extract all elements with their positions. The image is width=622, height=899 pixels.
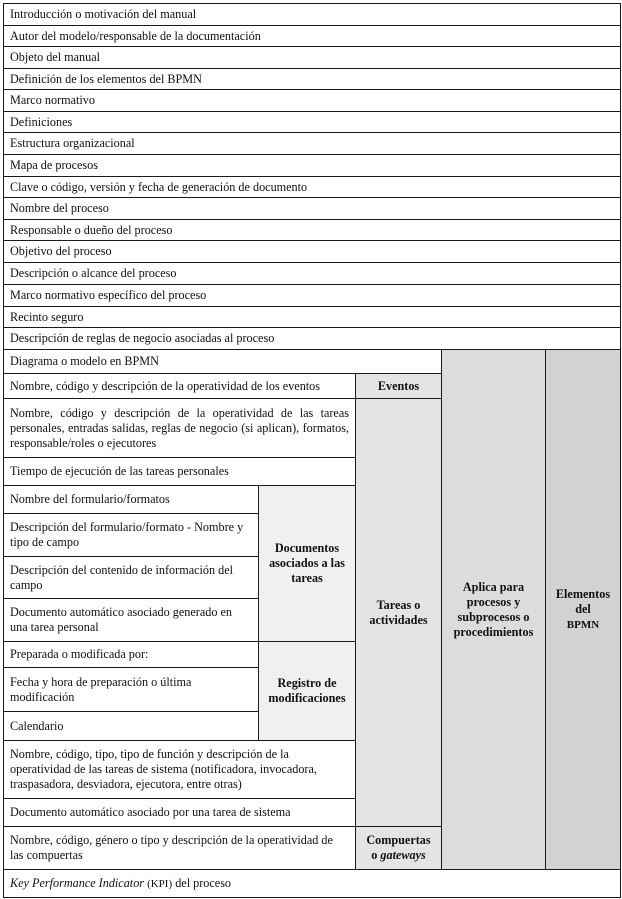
row-tareas-personales — [3, 398, 356, 458]
cell-text: Nombre, código, tipo, tipo de función y descripción de la operatividad de las tareas de sistema (notificadora, invocadora, traspasadora, desviadora, ejecutora, entre otras) — [10, 747, 317, 791]
table-row — [3, 197, 621, 220]
table-row — [3, 306, 621, 328]
group-label: Documentos asociados a las tareas — [269, 541, 345, 585]
row-desc-formulario — [3, 513, 259, 557]
gateways-label: gateways — [380, 848, 426, 862]
row-formulario — [3, 485, 259, 514]
cell-text: Documento automático asociado generado en una tarea personal — [10, 605, 232, 634]
table-row — [3, 68, 621, 90]
table-row — [3, 111, 621, 133]
table-row — [3, 176, 621, 198]
cell-text: Calendario — [10, 718, 64, 733]
cell-text: Tiempo de ejecución de las tareas personales — [10, 464, 229, 478]
table-row — [3, 132, 621, 155]
group-label: Aplica para procesos y subprocesos o procedimientos — [453, 579, 534, 639]
group-elementos — [545, 349, 621, 870]
group-label: Tareas o actividades — [369, 597, 428, 627]
table-row — [3, 284, 621, 307]
cell-text: Definiciones — [10, 114, 73, 129]
table-row — [3, 25, 621, 47]
cell-text: Diagrama o modelo en BPMN — [10, 354, 159, 368]
cell-text: Nombre del proceso — [10, 201, 109, 215]
cell-text: Objetivo del proceso — [10, 244, 112, 258]
cell-text: Mapa de procesos — [10, 158, 98, 172]
cell-text: Responsable o dueño del proceso — [10, 222, 173, 237]
kpi-abbr: (KPI) — [147, 877, 173, 890]
kpi-rest: del proceso — [175, 875, 232, 890]
cell-text: Introducción o motivación del manual — [10, 7, 197, 21]
compuertas-o: o — [371, 848, 378, 862]
table-row — [3, 240, 621, 263]
row-doc-automatico — [3, 598, 259, 642]
cell-text: Descripción del formulario/formato - Nombre y tipo de campo — [10, 520, 244, 549]
compuertas-label: Compuertas — [366, 833, 431, 847]
group-eventos — [355, 373, 442, 399]
table-row — [3, 3, 621, 26]
row-diagrama — [3, 349, 442, 374]
cell-text: Nombre del formulario/formatos — [10, 492, 170, 506]
cell-text: Clave o código, versión y fecha de generación de documento — [10, 179, 308, 194]
row-tareas-sistema — [3, 740, 356, 799]
group-registro — [258, 641, 356, 741]
cell-text: Fecha y hora de preparación o última modificación — [10, 674, 192, 704]
cell-text: Nombre, código y descripción de la operatividad de los eventos — [10, 378, 321, 393]
cell-text: Marco normativo — [10, 93, 95, 107]
row-kpi — [3, 869, 621, 898]
cell-text: Marco normativo específico del proceso — [10, 288, 207, 302]
group-documentos — [258, 485, 356, 642]
group-label — [552, 587, 614, 633]
cell-text: Autor del modelo/responsable de la documentación — [10, 28, 261, 43]
cell-text: Descripción del contenido de información del campo — [10, 562, 234, 592]
kpi-italic: Key Performance Indicator — [10, 875, 145, 890]
table-row — [3, 46, 621, 69]
group-aplica — [441, 349, 546, 870]
row-preparada — [3, 641, 259, 668]
row-fecha — [3, 667, 259, 712]
row-eventos — [3, 373, 356, 399]
cell-text: Nombre, código, género o tipo y descripción de la operatividad de las compuertas — [10, 833, 333, 862]
row-tiempo — [3, 457, 356, 486]
cell-text: Nombre, código y descripción de la operatividad de las tareas personales, entradas salidas, reglas de negocio (si aplican), formatos, responsable/roles o ejecutores — [10, 405, 349, 450]
bpmn-label: BPMN — [566, 618, 600, 631]
table-row — [3, 327, 621, 350]
elementos-label: Elementos del — [555, 586, 611, 616]
table-row — [3, 89, 621, 112]
cell-text: Objeto del manual — [10, 50, 101, 64]
table-row — [3, 154, 621, 177]
row-calendario — [3, 711, 259, 741]
group-label: Eventos — [377, 378, 420, 393]
group-label: Registro de modificaciones — [268, 676, 346, 705]
row-desc-contenido — [3, 556, 259, 599]
cell-text: Documento automático asociado por una tarea de sistema — [10, 805, 291, 819]
row-compuertas — [3, 826, 356, 870]
table-row — [3, 219, 621, 241]
cell-text: Definición de los elementos del BPMN — [10, 71, 202, 86]
table-row — [3, 262, 621, 285]
row-doc-sistema — [3, 798, 356, 827]
cell-text: Descripción de reglas de negocio asociadas al proceso — [10, 331, 275, 345]
group-compuertas — [355, 826, 442, 870]
cell-text: Estructura organizacional — [10, 136, 135, 150]
group-tareas — [355, 398, 442, 827]
group-label — [366, 833, 430, 863]
cell-text: Recinto seguro — [10, 309, 84, 324]
cell-text: Preparada o modificada por: — [10, 647, 149, 661]
cell-text: Descripción o alcance del proceso — [10, 266, 177, 280]
cell-text — [10, 876, 231, 892]
